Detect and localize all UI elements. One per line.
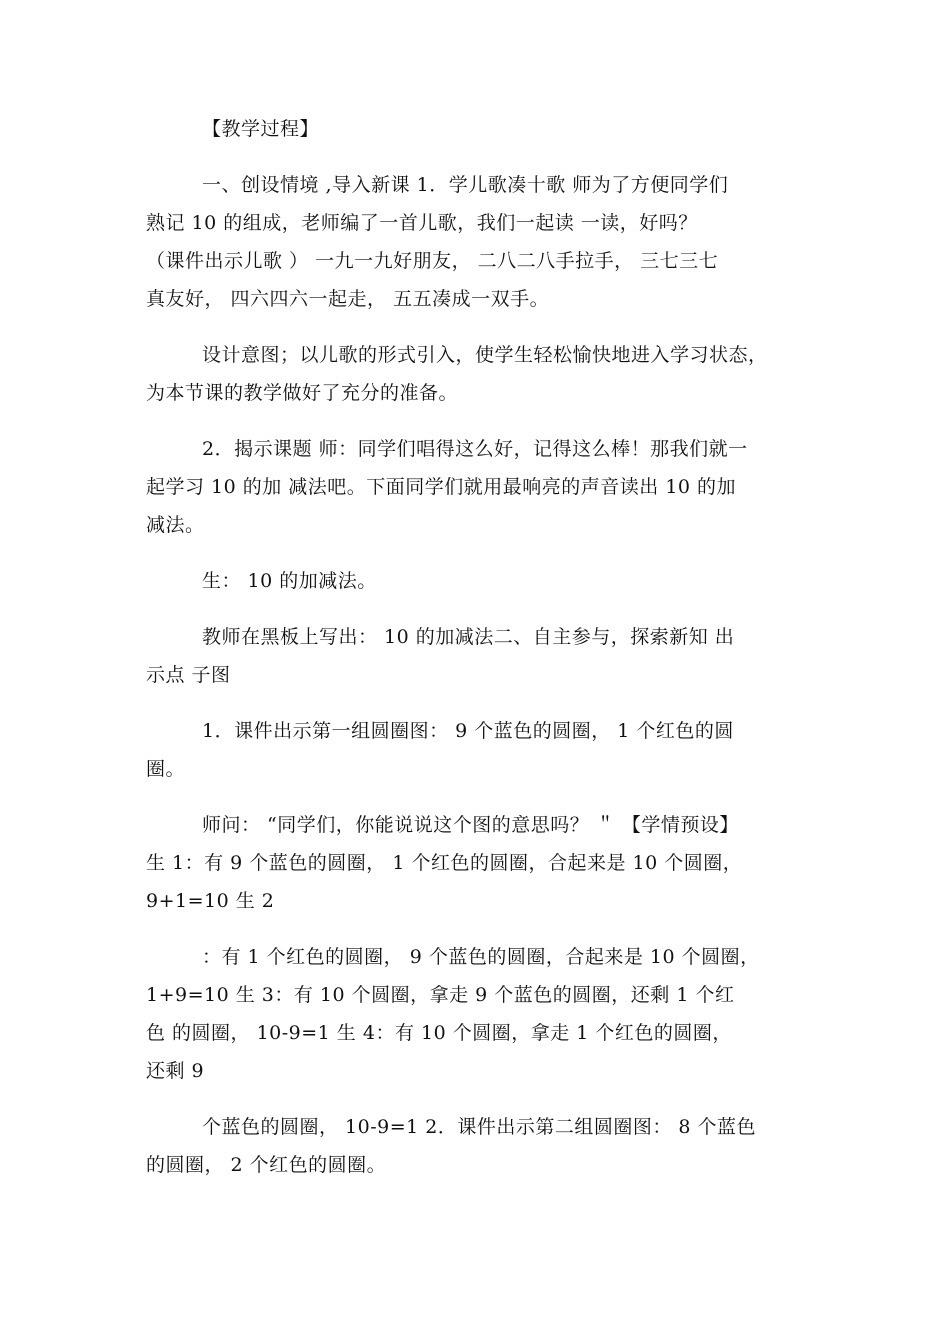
paragraph-teacher-asks [146,806,816,920]
heading-line: 【教学过程】 [202,118,320,140]
text-line: 为本节课的教学做好了充分的准备。 [146,382,459,404]
text-line: （课件出示儿歌 ） 一九一九好朋友， 二八二八手拉手， 三七三七 [146,250,719,272]
text-line: 师问： “同学们，你能说说这个图的意思吗？ ＂ 【学情预设】 [202,814,739,836]
text-line: 圈。 [146,758,186,780]
document-body [146,110,816,1202]
text-line: 真友好， 四六四六一起走， 五五凑成一双手。 [146,288,550,310]
text-line: 起学习 10 的加 减法吧。下面同学们就用最响亮的声音读出 10 的加 [146,476,737,498]
text-line: 生： 10 的加减法。 [202,570,377,592]
text-line: ：有 1 个红色的圆圈， 9 个蓝色的圆圈，合起来是 10 个圆圈， [202,946,760,968]
text-line: 1．课件出示第一组圆圈图： 9 个蓝色的圆圈， 1 个红色的圆 [202,720,734,742]
paragraph-teacher-writes [146,618,816,694]
text-line: 设计意图；以儿歌的形式引入，使学生轻松愉快地进入学习状态， [202,344,768,366]
paragraph-intro [146,166,816,318]
text-line: 的圆圈， 2 个红色的圆圈。 [146,1154,387,1176]
text-line: 生 1：有 9 个蓝色的圆圈， 1 个红色的圆圈，合起来是 10 个圆圈， [146,852,743,874]
text-line: 2．揭示课题 师：同学们唱得这么好，记得这么棒！那我们就一 [202,438,748,460]
text-line: 还剩 9 [146,1060,205,1082]
text-line: 示点 子图 [146,664,231,686]
paragraph-second-group [146,1108,816,1184]
text-line: 一、创设情境 ,导入新课 1．学儿歌凑十歌 师为了方便同学们 [202,174,729,196]
text-line: 教师在黑板上写出： 10 的加减法二、自主参与，探索新知 出 [202,626,735,648]
section-heading [146,110,816,148]
text-line: 9+1=10 生 2 [146,890,275,912]
paragraph-reveal-topic [146,430,816,544]
text-line: 1+9=10 生 3：有 10 个圆圈，拿走 9 个蓝色的圆圈，还剩 1 个红 [146,984,735,1006]
paragraph-design-intent [146,336,816,412]
text-line: 色 的圆圈， 10-9=1 生 4：有 10 个圆圈，拿走 1 个红色的圆圈， [146,1022,732,1044]
text-line: 减法。 [146,514,205,536]
paragraph-student-reply [146,562,816,600]
paragraph-student-answers [146,938,816,1090]
paragraph-first-group [146,712,816,788]
text-line: 个蓝色的圆圈， 10-9=1 2．课件出示第二组圆圈图： 8 个蓝色 [202,1116,757,1138]
text-line: 熟记 10 的组成，老师编了一首儿歌，我们一起读 一读，好吗？ [146,212,698,234]
